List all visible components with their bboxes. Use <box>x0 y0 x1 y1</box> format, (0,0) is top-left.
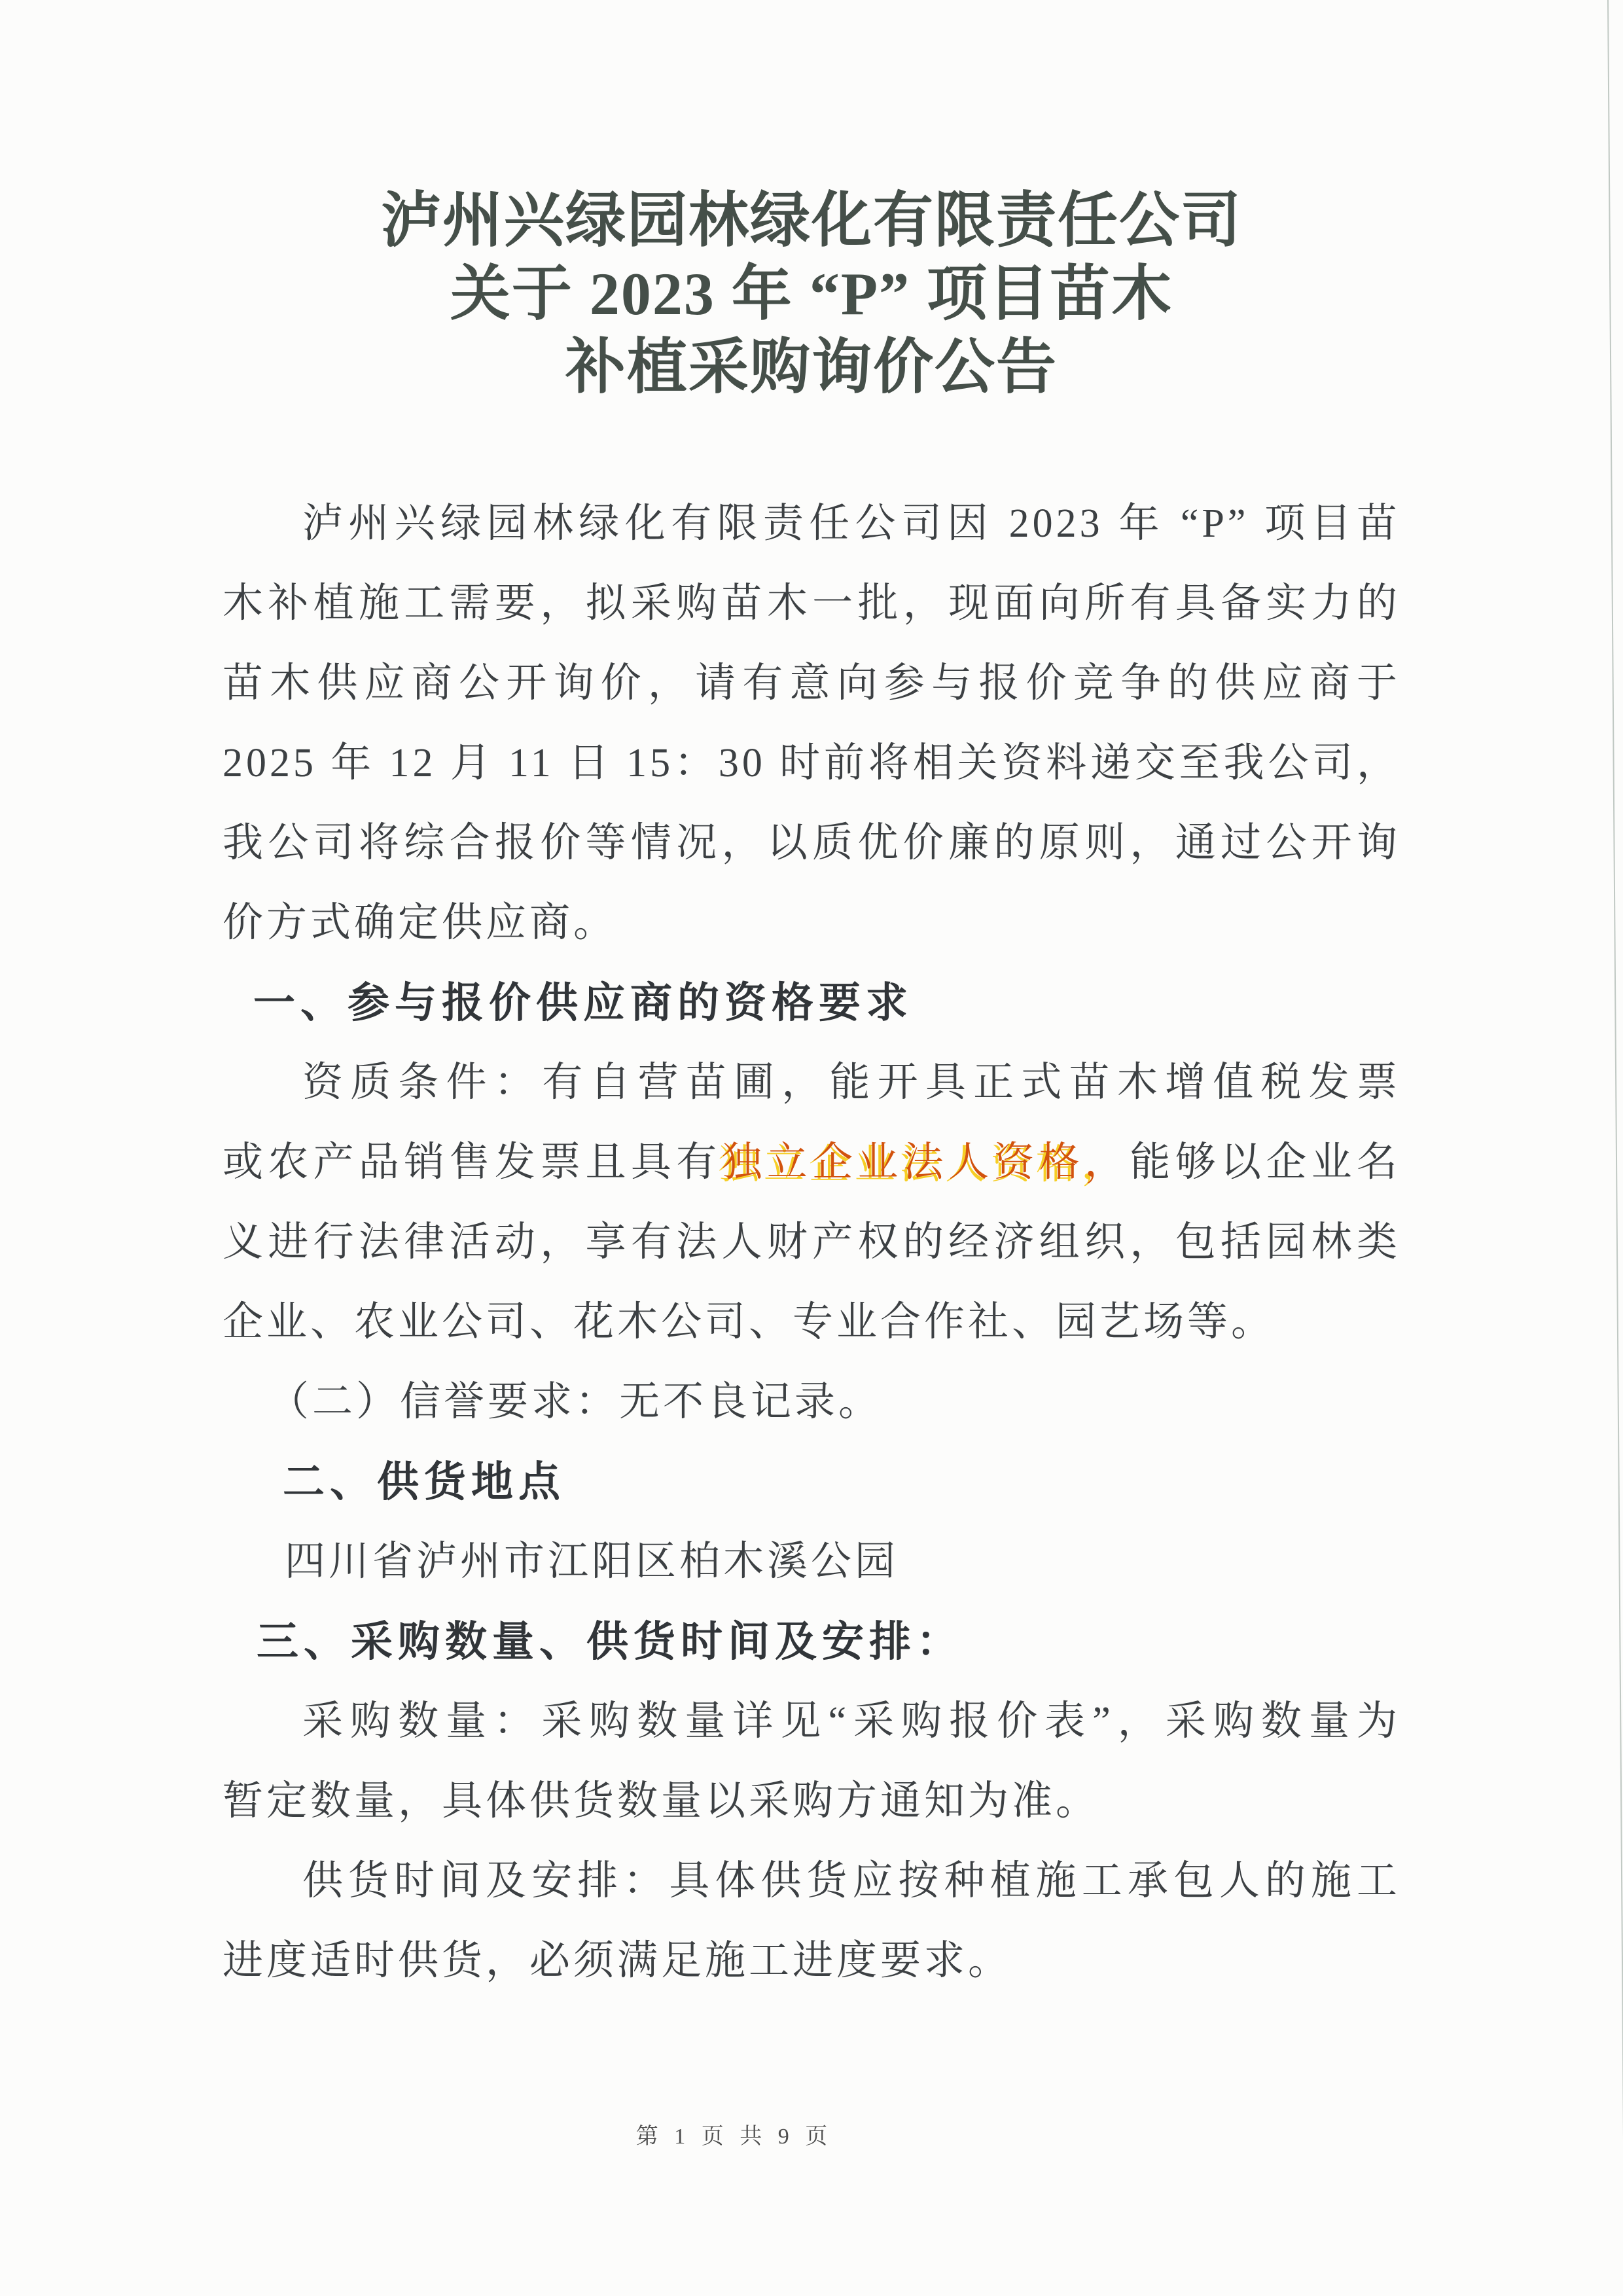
schedule-paragraph-line: 进度适时供货，必须满足施工进度要求。 <box>223 1939 1012 1983</box>
highlighted-legal-person-text: 独立企业法人资格， <box>721 1140 1130 1185</box>
qualification-paragraph-line: 资质条件：有自营苗圃，能开具正式苗木增值税发票 <box>302 1060 1400 1105</box>
delivery-address-line: 四川省泸州市江阳区柏木溪公园 <box>285 1539 899 1584</box>
intro-paragraph-line: 泸州兴绿园林绿化有限责任公司因 2023 年 “P” 项目苗 <box>302 501 1400 546</box>
section-heading-1-qualification: 一、参与报价供应商的资格要求 <box>253 979 913 1026</box>
qualification-paragraph-line <box>223 1122 1400 1202</box>
title-line-2: 关于 2023 年 “P” 项目苗木 <box>450 260 1173 327</box>
section-heading-2-delivery-location: 二、供货地点 <box>283 1458 565 1505</box>
document-title <box>0 184 1623 404</box>
qualification-text: 能够以企业名 <box>1130 1140 1400 1185</box>
intro-paragraph-line: 2025 年 12 月 11 日 15：30 时前将相关资料递交至我公司， <box>223 741 1400 785</box>
qualification-paragraph-line: 义进行法律活动，享有法人财产权的经济组织，包括园林类 <box>223 1220 1400 1265</box>
section-heading-3-quantity-schedule: 三、采购数量、供货时间及安排： <box>257 1618 963 1665</box>
title-line-3: 补植采购询价公告 <box>565 334 1058 401</box>
credit-requirement-line: （二）信誉要求：无不良记录。 <box>268 1380 883 1424</box>
qualification-paragraph-line: 企业、农业公司、花木公司、专业合作社、园艺场等。 <box>223 1300 1275 1344</box>
intro-paragraph-line: 苗木供应商公开询价，请有意向参与报价竞争的供应商于 <box>223 661 1400 706</box>
quantity-paragraph-line: 采购数量：采购数量详见“采购报价表”，采购数量为 <box>302 1699 1400 1744</box>
title-line-1: 泸州兴绿园林绿化有限责任公司 <box>380 187 1242 254</box>
intro-paragraph-line: 我公司将综合报价等情况，以质优价廉的原则，通过公开询 <box>223 821 1400 865</box>
footer-page-number: 第 1 页 共 9 页 <box>635 2125 833 2149</box>
intro-paragraph-line: 木补植施工需要，拟采购苗木一批，现面向所有具备实力的 <box>223 581 1400 626</box>
quantity-paragraph-line: 暂定数量，具体供货数量以采购方通知为准。 <box>223 1779 1100 1823</box>
schedule-paragraph-line: 供货时间及安排：具体供货应按种植施工承包人的施工 <box>302 1859 1400 1903</box>
document-body <box>223 484 1400 2001</box>
qualification-text: 或农产品销售发票且具有 <box>223 1140 722 1185</box>
intro-paragraph-line: 价方式确定供应商。 <box>223 901 618 945</box>
